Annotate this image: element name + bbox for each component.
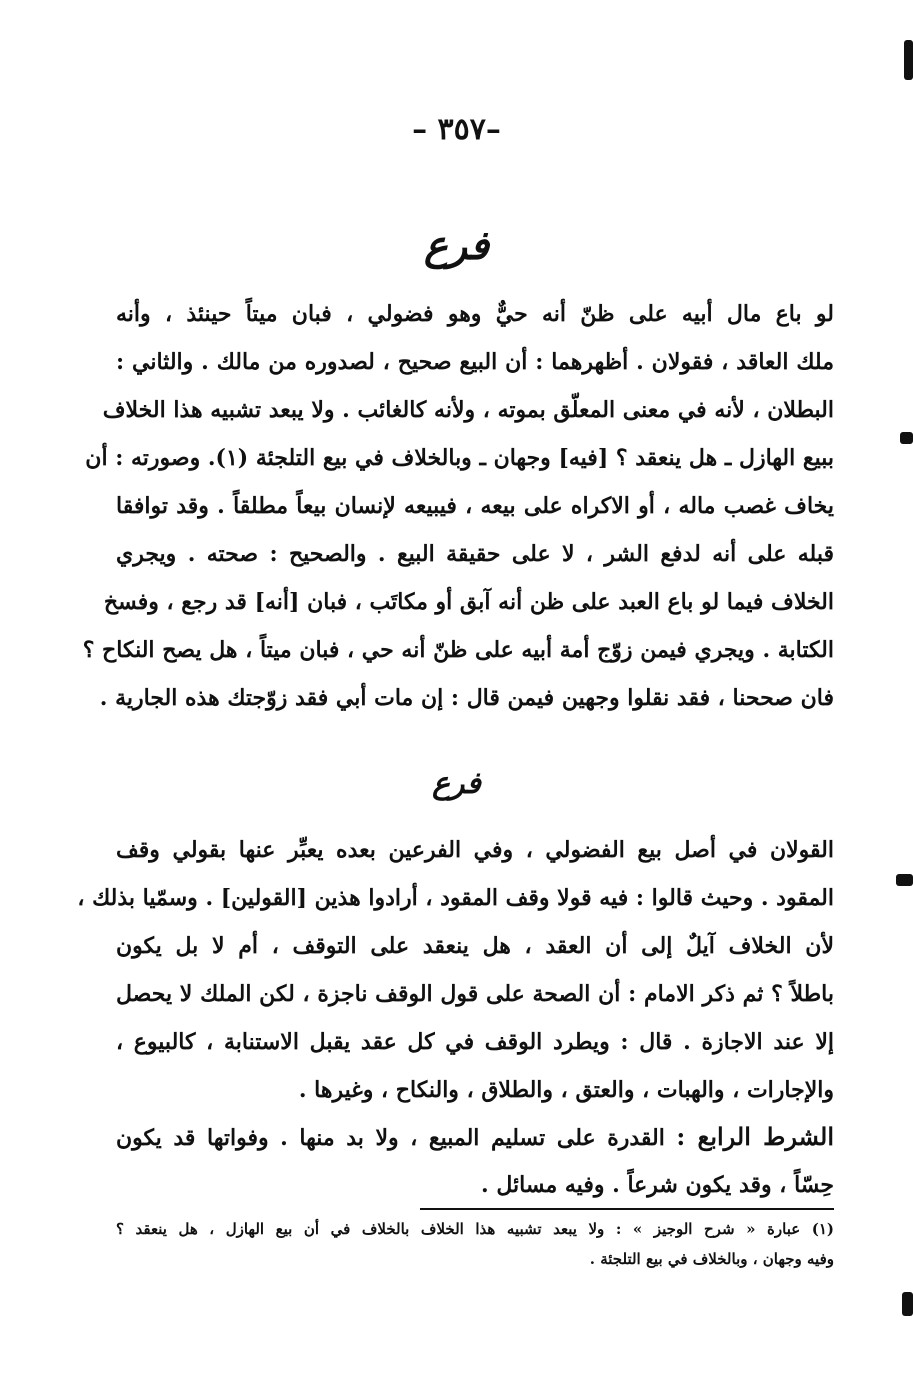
text-line: الخلاف فيما لو باع العبد على ظن أنه آبق أو مكاتَب ، فبان [أنه] قد رجع ، وفسخ xyxy=(103,589,834,615)
text-line: إلا عند الاجازة . قال : ويطرد الوقف في كل عقد يقبل الاستنابة ، كالبيوع ، xyxy=(116,1029,834,1055)
footnote-line: وفيه وجهان ، وبالخلاف في بيع التلجئة . xyxy=(589,1250,834,1268)
text-line xyxy=(116,1113,834,1161)
text-line: ببيع الهازل ـ هل ينعقد ؟ [فيه] وجهان ـ وبالخلاف في بيع التلجئة (١). وصورته : أن xyxy=(85,445,834,471)
paragraph-far-1 xyxy=(82,290,834,722)
footnote-divider xyxy=(420,1208,834,1210)
text-line: باطلاً ؟ ثم ذكر الامام : أن الصحة على قول الوقف ناجزة ، لكن الملك لا يحصل xyxy=(116,981,834,1007)
section-heading-far-2: فرع xyxy=(432,766,481,801)
condition-text: القدرة على تسليم المبيع ، ولا بد منها . وفواتها قد يكون xyxy=(116,1125,677,1151)
text-line: والإجارات ، والهبات ، والعتق ، والطلاق ، والنكاح ، وغيرها . xyxy=(298,1077,834,1103)
footnote-line: (١) عبارة « شرح الوجيز » : ولا يبعد تشبيه هذا الخلاف بالخلاف في أن بيع الهازل ، هل ينعقد ؟ xyxy=(116,1220,834,1238)
page-number: –٣٥٧ – xyxy=(412,112,501,147)
section-heading-far-1: فرع xyxy=(423,222,490,269)
scan-edge-mark xyxy=(896,874,913,886)
text-line: حِسّاً ، وقد يكون شرعاً . وفيه مسائل . xyxy=(481,1172,834,1198)
text-line: قبله على أنه لدفع الشر ، لا على حقيقة البيع . والصحيح : صحته . ويجري xyxy=(116,541,834,567)
paragraph-far-2 xyxy=(77,826,834,1114)
text-line: لو باع مال أبيه على ظنّ أنه حيٌّ وهو فضولي ، فبان ميتاً حينئذ ، وأنه xyxy=(116,301,834,327)
paragraph-fourth-condition xyxy=(116,1113,834,1209)
text-line: يخاف غصب ماله ، أو الاكراه على بيعه ، فيبيعه لإنسان بيعاً مطلقاً . وقد توافقا xyxy=(116,493,834,519)
footnote xyxy=(116,1214,834,1274)
text-line: ملك العاقد ، فقولان . أظهرهما : أن البيع صحيح ، لصدوره من مالك . والثاني : xyxy=(116,349,834,375)
text-line: القولان في أصل بيع الفضولي ، وفي الفرعين بعده يعبِّر عنها بقولي وقف xyxy=(116,837,834,863)
scan-edge-mark xyxy=(904,40,913,80)
text-line: البطلان ، لأنه في معنى المعلّق بموته ، ولأنه كالغائب . ولا يبعد تشبيه هذا الخلاف xyxy=(102,397,834,423)
text-line: لأن الخلاف آيلٌ إلى أن العقد ، هل ينعقد على التوقف ، أم لا بل يكون xyxy=(116,933,834,959)
scan-edge-mark xyxy=(900,432,913,444)
text-line: الكتابة . ويجري فيمن زوّج أمة أبيه على ظنّ أنه حي ، فبان ميتاً ، هل يصح النكاح ؟ xyxy=(82,637,834,663)
scan-edge-mark xyxy=(902,1292,913,1316)
text-line: فان صححنا ، فقد نقلوا وجهين فيمن قال : إن مات أبي فقد زوّجتك هذه الجارية . xyxy=(99,685,834,711)
text-line: المقود . وحيث قالوا : فيه قولا وقف المقود ، أرادوا هذين [القولين] . وسمّيا بذلك ، xyxy=(77,885,834,911)
condition-lead: الشرط الرابع : xyxy=(676,1122,834,1151)
